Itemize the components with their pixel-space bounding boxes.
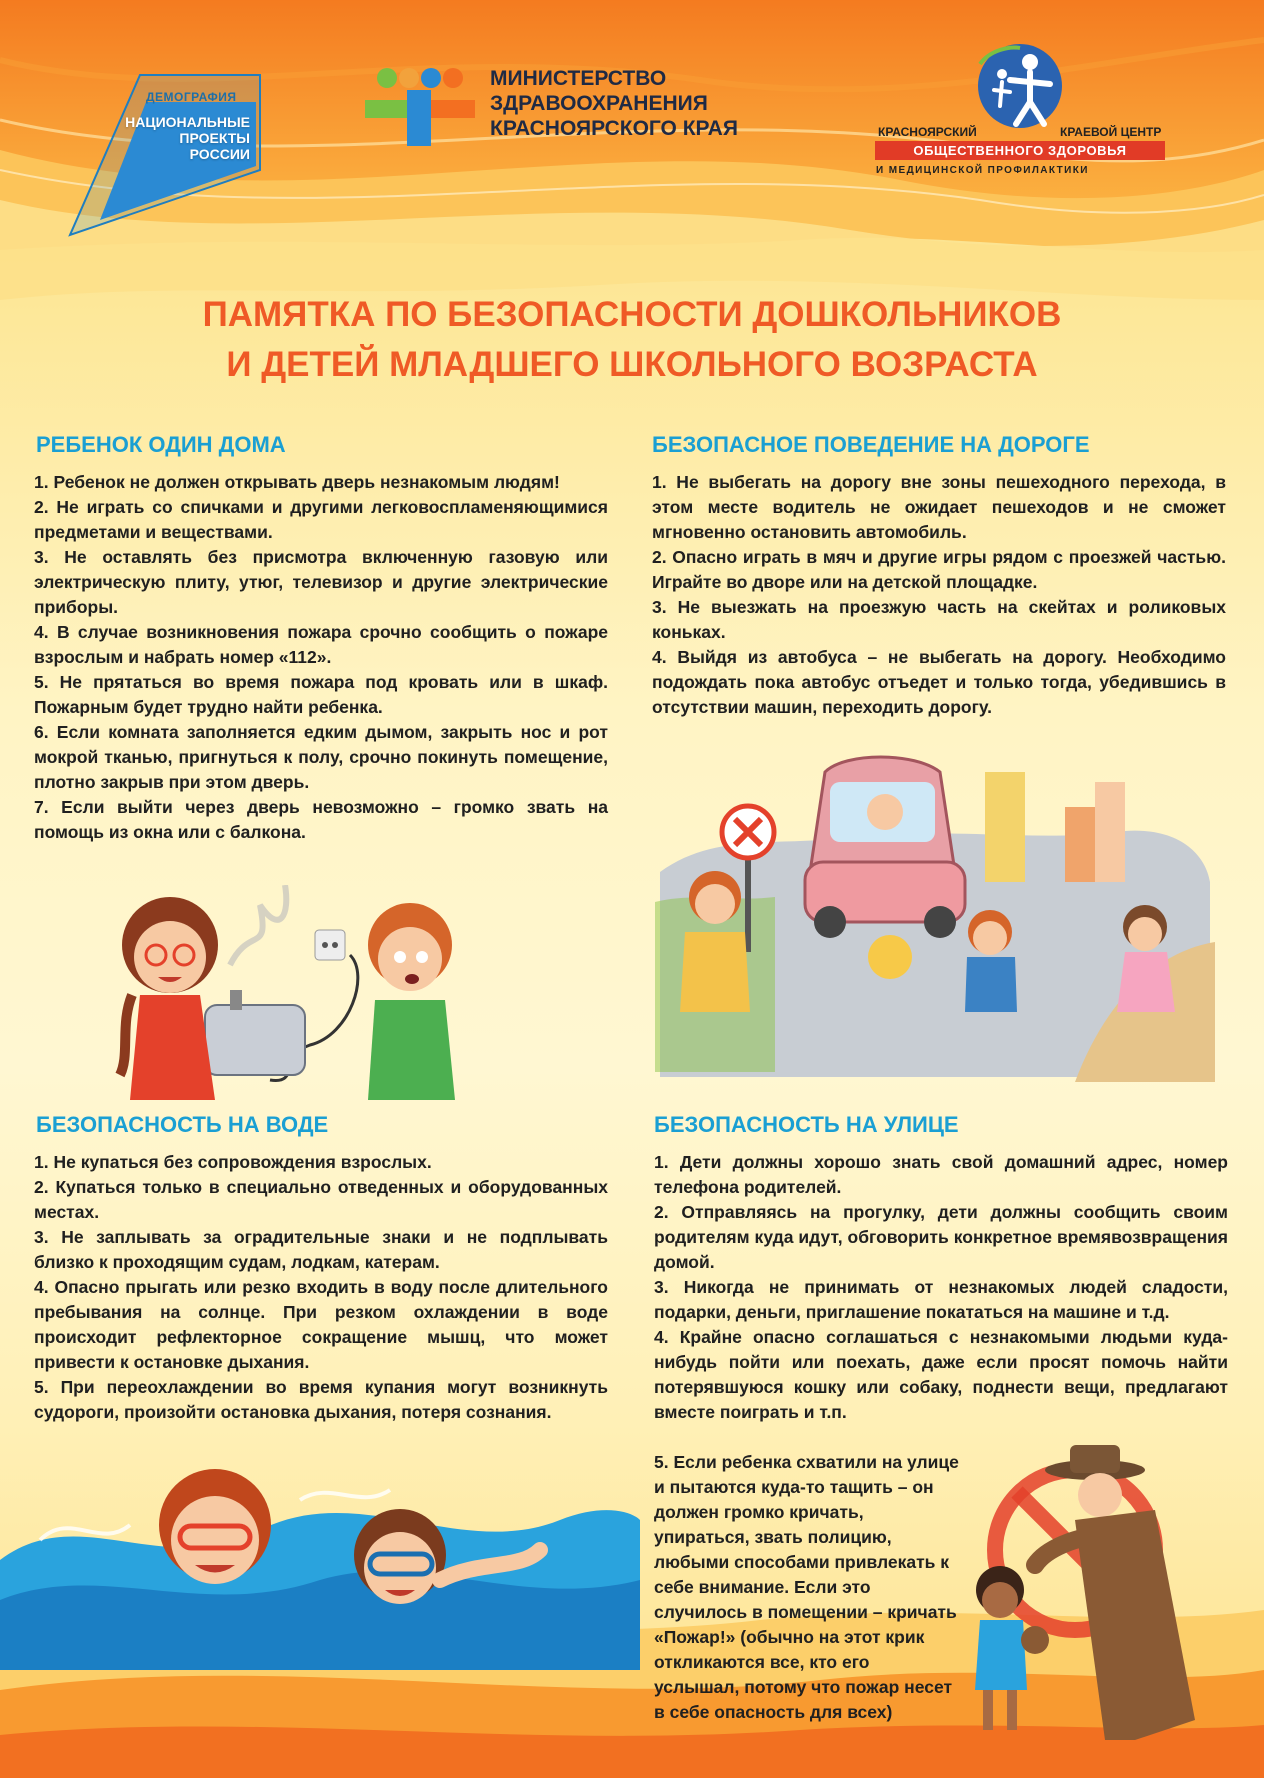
rule-item: 2. Отправляясь на прогулку, дети должны сообщить своим родителям куда идут, обговорить конкретное времявозвращения домой.: [654, 1202, 1228, 1272]
rule-item: 3. Никогда не принимать от незнакомых людей сладости, подарки, деньги, приглашение покататься на машине и т.д.: [654, 1277, 1228, 1322]
section-body-street-item5: 5. Если ребенка схватили на улице и пытаются куда-то тащить – он должен громко кричать, упираться, звать полицию, любыми способами привлекать к себе внимание. Если это случилось в помещении – кричать «Пожар!» (обычно на этот крик откликаются все, кто его услышал, потому что пожар несет в себе опасность для всех): [654, 1452, 959, 1722]
center-line-2: ОБЩЕСТВЕННОГО ЗДОРОВЬЯ: [875, 141, 1165, 160]
stranger-danger-illustration: [955, 1440, 1235, 1750]
poster-title: [60, 290, 1204, 390]
rule-item: 1. Дети должны хорошо знать свой домашний адрес, номер телефона родителей.: [654, 1152, 1228, 1197]
rule-item: 3. Не выезжать на проезжую часть на скейтах и роликовых коньках.: [652, 597, 1226, 642]
rule-item: 2. Опасно играть в мяч и другие игры рядом с проезжей частью. Играйте во дворе или на детской площадке.: [652, 547, 1226, 592]
rule-item: 5. При переохлаждении во время купания могут возникнуть судороги, произойти остановка дыхания, потеря сознания.: [34, 1377, 608, 1422]
section-body-road: [652, 470, 1226, 720]
swimming-kids-illustration: [0, 1440, 640, 1670]
rule-item: 3. Не заплывать за оградительные знаки и не подплывать близко к проходящим судам, лодкам, катерам.: [34, 1227, 608, 1272]
rule-item: 4. Крайне опасно соглашаться с незнакомыми людьми куда-нибудь пойти или поехать, даже если просят помочь найти потерявшуюся кошку или собаку, поднести вещи, предлагают вместе поиграть и т.п.: [654, 1327, 1228, 1422]
national-projects-line: РОССИИ: [189, 146, 250, 162]
center-line-1a: КРАСНОЯРСКИЙ: [878, 125, 977, 139]
rule-item: 4. В случае возникновения пожара срочно сообщить о пожаре взрослым и набрать номер «112».: [34, 622, 608, 667]
rule-item: 6. Если комната заполняется едким дымом, закрыть нос и рот мокрой тканью, пригнуться к полу, срочно покинуть помещение, плотно закрыв при этом дверь.: [34, 722, 608, 792]
rule-item: 7. Если выйти через дверь невозможно – громко звать на помощь из окна или с балкона.: [34, 797, 608, 842]
rule-item: 5. Не прятаться во время пожара под кровать или в шкаф. Пожарным будет трудно найти ребенка.: [34, 672, 608, 717]
regional-center-logo: [870, 40, 1170, 190]
ministry-logo: [365, 60, 785, 150]
rule-item: 2. Купаться только в специально отведенных и оборудованных местах.: [34, 1177, 608, 1222]
ministry-name-line: КРАСНОЯРСКОГО КРАЯ: [490, 117, 738, 140]
rule-item: 4. Опасно прыгать или резко входить в воду после длительного пребывания на солнце. При резком охлаждении в воде происходит рефлекторное сокращение мышц, что может привести к остановке дыхания.: [34, 1277, 608, 1372]
section-heading-street: БЕЗОПАСНОСТЬ НА УЛИЦЕ: [654, 1112, 959, 1137]
demography-logo: [60, 70, 270, 240]
section-heading-home: РЕБЕНОК ОДИН ДОМА: [36, 432, 286, 457]
home-kids-illustration: [110, 885, 490, 1100]
ministry-name-line: ЗДРАВООХРАНЕНИЯ: [490, 92, 708, 115]
ministry-emblem-icon: [365, 60, 485, 150]
rule-item: 3. Не оставлять без присмотра включенную газовую или электрическую плиту, утюг, телевизор и другие электрические приборы.: [34, 547, 608, 617]
section-body-home: [34, 470, 608, 845]
section-body-street: [654, 1150, 1228, 1425]
public-health-emblem-icon: [870, 40, 1170, 130]
national-projects-line: НАЦИОНАЛЬНЫЕ: [125, 114, 250, 130]
section-heading-water: БЕЗОПАСНОСТЬ НА ВОДЕ: [36, 1112, 329, 1137]
rule-item: 1. Не купаться без сопровождения взрослых.: [34, 1152, 432, 1172]
demography-caption: ДЕМОГРАФИЯ: [146, 90, 237, 104]
ministry-name: [490, 66, 738, 141]
rule-item: 1. Не выбегать на дорогу вне зоны пешеходного перехода, в этом месте водитель не ожидает пешеходов и не сможет мгновенно остановить автомобиль.: [652, 472, 1226, 542]
center-line-1b: КРАЕВОЙ ЦЕНТР: [1060, 125, 1162, 139]
poster-title-line: ПАМЯТКА ПО БЕЗОПАСНОСТИ ДОШКОЛЬНИКОВ: [202, 295, 1062, 334]
rule-item: 1. Ребенок не должен открывать дверь незнакомым людям!: [34, 472, 560, 492]
ministry-name-line: МИНИСТЕРСТВО: [490, 67, 667, 90]
rule-item: 2. Не играть со спичками и другими легковоспламеняющимися предметами и веществами.: [34, 497, 608, 542]
rule-item: 4. Выйдя из автобуса – не выбегать на дорогу. Необходимо подождать пока автобус отъедет и только тогда, убедившись в отсутствии машин, переходить дорогу.: [652, 647, 1226, 717]
road-safety-illustration: [655, 752, 1215, 1082]
center-line-3: И МЕДИЦИНСКОЙ ПРОФИЛАКТИКИ: [876, 165, 1089, 176]
national-projects-text: [120, 114, 250, 162]
national-projects-line: ПРОЕКТЫ: [179, 130, 250, 146]
section-body-water: [34, 1150, 608, 1425]
section-heading-road: БЕЗОПАСНОЕ ПОВЕДЕНИЕ НА ДОРОГЕ: [652, 432, 1090, 457]
poster-title-line: И ДЕТЕЙ МЛАДШЕГО ШКОЛЬНОГО ВОЗРАСТА: [226, 345, 1038, 384]
